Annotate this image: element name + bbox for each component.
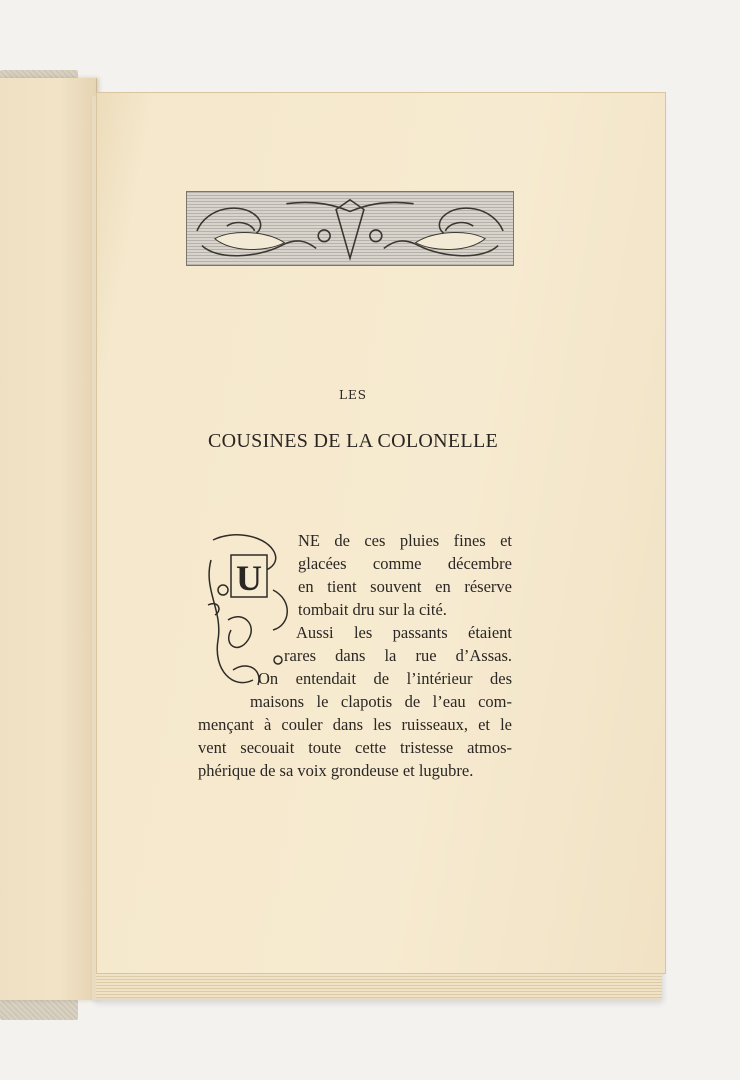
ornamental-headpiece	[186, 191, 514, 266]
text-line-8: maisons le clapotis de l’eau com-	[250, 692, 512, 711]
text-line-10: vent secouait toute cette tristesse atmos-	[198, 738, 512, 757]
left-flyleaf	[0, 78, 97, 1000]
text-line-5: Aussi les passants étaient	[296, 623, 512, 642]
text-line-6: rares dans la rue d’Assas.	[284, 646, 512, 665]
text-line-1: NE de ces pluies fines et	[298, 531, 512, 550]
text-line-4: tombait dru sur la cité.	[298, 600, 447, 619]
chapter-title: COUSINES DE LA COLONELLE	[208, 430, 498, 452]
text-line-3: en tient souvent en réserve	[298, 577, 512, 596]
text-line-9: mençant à couler dans les ruisseaux, et le	[198, 715, 512, 734]
text-line-2: glacées comme décembre	[298, 554, 512, 573]
drop-cap-letter: U	[236, 558, 262, 598]
text-line-7: On entendait de l’intérieur des	[258, 669, 512, 688]
title-prefix: LES	[339, 388, 367, 402]
text-line-11: phérique de sa voix grondeuse et lugubre.	[198, 761, 474, 780]
